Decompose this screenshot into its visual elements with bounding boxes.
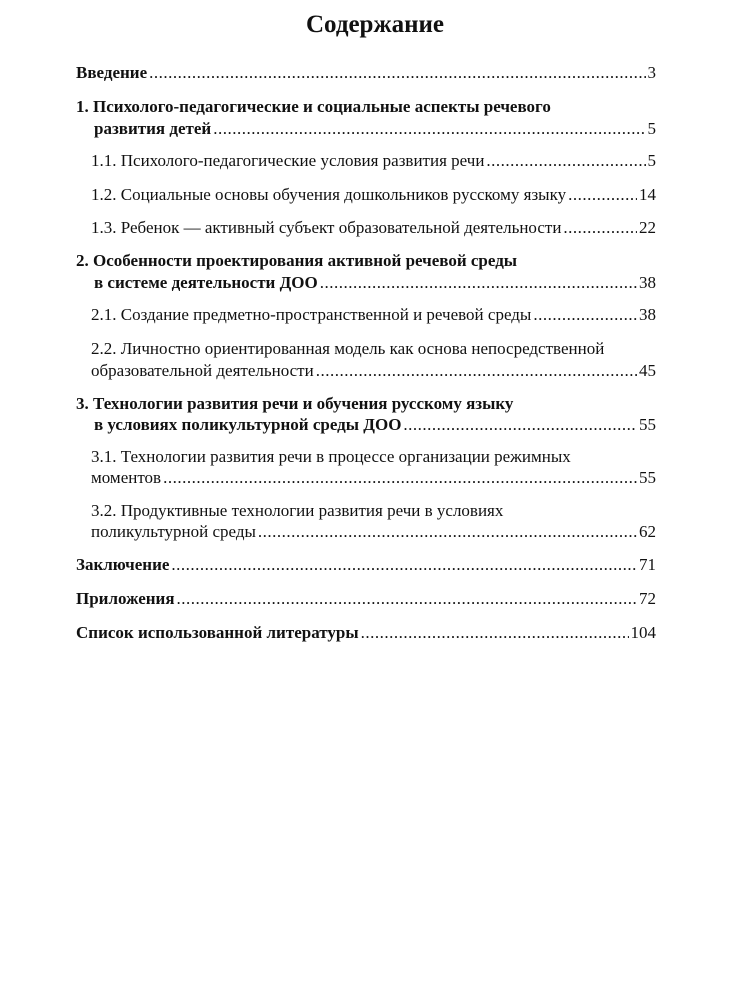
toc-page-number: 5 [647,119,656,138]
leader-dots [486,150,645,172]
toc-entry-1-3[interactable] [91,217,656,239]
toc-entry-2-2-line1[interactable]: 2.2. Личностно ориентированная модель как основа непосредственной [91,339,605,358]
leader-dots [403,414,637,436]
toc-page-number: 104 [630,623,656,642]
toc-page-number: 45 [639,361,656,380]
toc-chapter-2-title[interactable]: 2. Особенности проектирования активной речевой среды [76,251,518,270]
leader-dots [149,62,645,84]
toc-entry-label: развития детей [94,119,212,138]
toc-chapter-1-title[interactable]: 1. Психолого-педагогические и социальные аспекты речевого [76,97,551,116]
toc-entry-label: в условиях поликультурной среды ДОО [94,415,402,434]
toc-entry-label: Введение [76,63,148,82]
toc-entry-3-2[interactable] [91,521,656,543]
toc-page-number: 71 [639,555,656,574]
toc-entry-label: моментов [91,468,162,487]
toc-entry-3-2-line1[interactable]: 3.2. Продуктивные технологии развития речи в условиях [91,501,504,520]
toc-entry-label: 2.1. Создание предметно-пространственной и речевой среды [91,305,532,324]
toc-entry-label: Приложения [76,589,175,608]
leader-dots [563,217,637,239]
leader-dots [177,588,637,610]
toc-entry-references[interactable] [76,622,656,644]
toc-entry-2-1[interactable] [91,304,656,326]
leader-dots [361,622,629,644]
toc-entry-conclusion[interactable] [76,554,656,576]
toc-entry-1-1[interactable] [91,150,656,172]
toc-entry-1-2[interactable] [91,184,656,206]
toc-page-number: 38 [639,305,656,324]
page-title: Содержание [305,11,444,38]
leader-dots [213,118,645,140]
leader-dots [320,272,637,294]
toc-page-number: 62 [639,522,656,541]
toc-page-number: 3 [647,63,656,82]
toc-chapter-3-title[interactable]: 3. Технологии развития речи и обучения русскому языку [76,394,514,413]
toc-entry-label: 1.2. Социальные основы обучения дошкольников русскому языку [91,185,567,204]
toc-entry-appendix[interactable] [76,588,656,610]
toc-entry-label: 1.1. Психолого-педагогические условия развития речи [91,151,485,170]
toc-entry-label: 1.3. Ребенок — активный субъект образовательной деятельности [91,218,562,237]
toc-entry-label: Заключение [76,555,170,574]
toc-entry-label: в системе деятельности ДОО [94,273,318,292]
toc-entry-3-1[interactable] [91,467,656,489]
toc-entry-3-1-line1[interactable]: 3.1. Технологии развития речи в процессе организации режимных [91,447,571,466]
toc-page-number: 38 [639,273,656,292]
toc-page-number: 5 [647,151,656,170]
toc-entry-2-2[interactable] [91,360,656,382]
toc-page-number: 55 [639,415,656,434]
toc-entry-chapter-2[interactable] [94,272,656,294]
toc-entry-chapter-1[interactable] [94,118,656,140]
leader-dots [258,521,637,543]
toc-entry-chapter-3[interactable] [94,414,656,436]
toc-entry-label: Список использованной литературы [76,623,359,642]
leader-dots [316,360,637,382]
leader-dots [171,554,637,576]
toc-page-number: 72 [639,589,656,608]
toc-page-number: 22 [639,218,656,237]
toc-page-number: 55 [639,468,656,487]
leader-dots [533,304,637,326]
toc-page-number: 14 [639,185,656,204]
toc-entry-label: образовательной деятельности [91,361,314,380]
leader-dots [163,467,637,489]
leader-dots [568,184,637,206]
toc-entry-label: поликультурной среды [91,522,256,541]
toc-entry-intro[interactable] [76,62,656,84]
